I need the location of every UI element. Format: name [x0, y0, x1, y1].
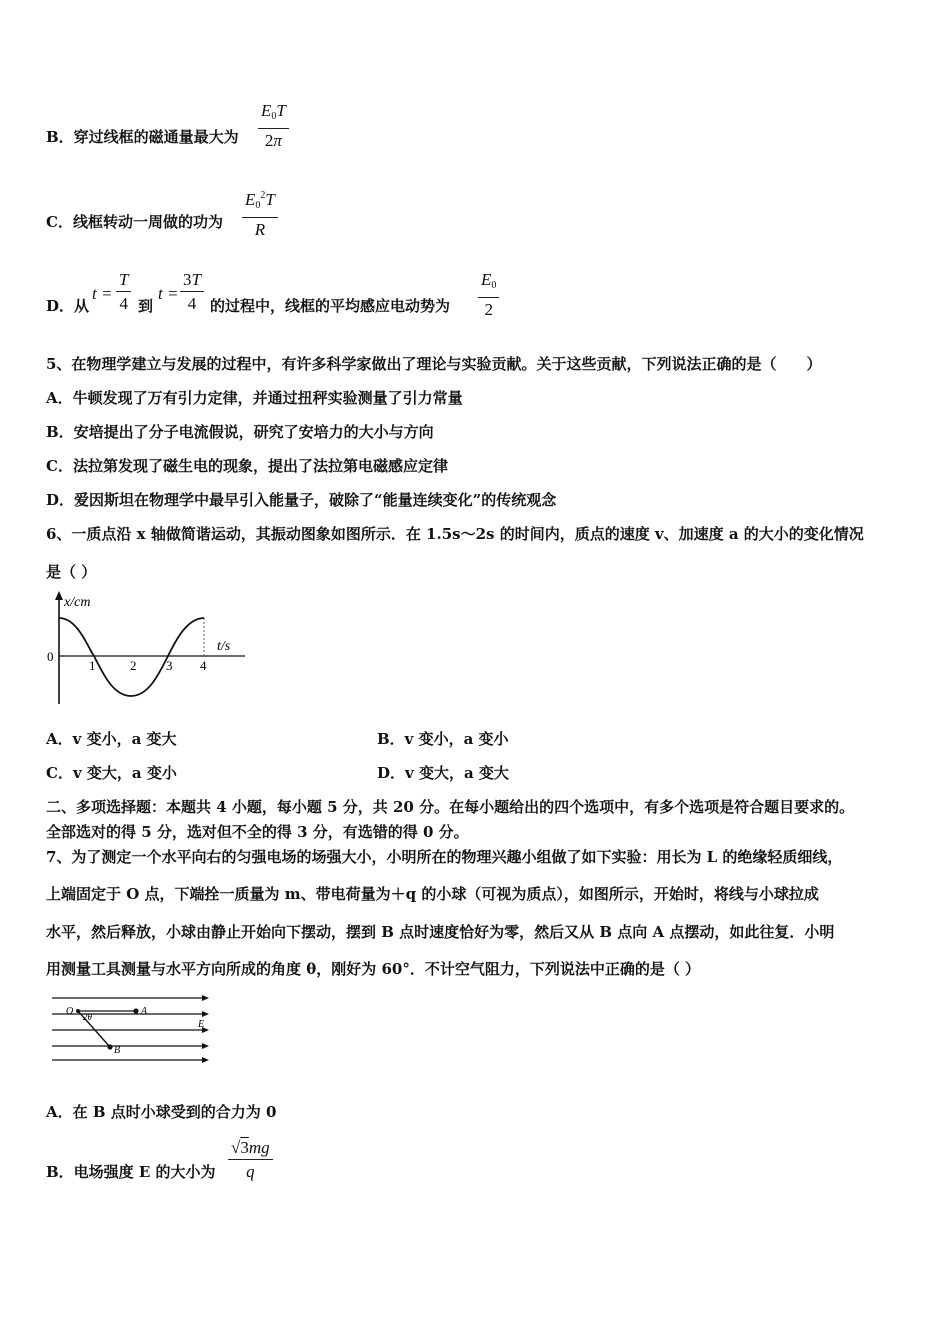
q7-stem-line1: 7、为了测定一个水平向右的匀强电场的场强大小，小明所在的物理兴趣小组做了如下实验：用长为 L 的绝缘轻质细线，: [46, 848, 843, 866]
q4-option-d-frac-start: $\frac{T}{4}$: [116, 270, 131, 315]
q6-graph-y-arrow: [55, 591, 63, 600]
q5-option-c: C．法拉第发现了磁生电的现象，提出了法拉第电磁感应定律: [46, 457, 448, 475]
q7-field-lines: [52, 998, 206, 1060]
q6-option-c: C．v 变大，a 变小: [46, 764, 177, 782]
q6-vibration-graph: [40, 588, 250, 710]
q6-graph-origin: 0: [47, 649, 54, 664]
q6-graph-x-label: t/s: [217, 639, 231, 654]
q7-electric-field-figure: [46, 990, 216, 1064]
q7-label-e: E: [198, 1019, 205, 1030]
section2-heading-line1: 二、多项选择题：本题共 4 小题，每小题 5 分，共 20 分。在每小题给出的四个选项中，有多个选项是符合题目要求的。: [46, 798, 855, 816]
q7-ball-a: [133, 1008, 138, 1013]
q6-stem-line1: 6、一质点沿 x 轴做简谐运动，其振动图象如图所示．在 1.5s～2s 的时间内，质点的速度 v、加速度 a 的大小的变化情况: [46, 525, 864, 543]
q7-point-o: [76, 1009, 80, 1013]
q4-option-d-formula: $\frac{E_0}{2}$: [478, 270, 499, 321]
q6-option-a: A．v 变小，a 变大: [46, 730, 177, 748]
q5-option-b: B．安培提出了分子电流假说，研究了安培力的大小与方向: [46, 423, 434, 441]
q4-option-d-t-end: t =: [158, 284, 179, 303]
q7-option-b-label: B．电场强度 E 的大小为: [46, 1163, 216, 1181]
q7-stem-line3: 水平，然后释放，小球由静止开始向下摆动，摆到 B 点时速度恰好为零，然后又从 B 点向 A 点摆动，如此往复．小明: [46, 923, 835, 941]
q6-option-d: D．v 变大，a 变大: [377, 764, 509, 782]
q7-stem-line4: 用测量工具测量与水平方向所成的角度 θ，刚好为 60°．不计空气阻力，下列说法中正确的是（ ）: [46, 960, 701, 978]
q7-option-a: A．在 B 点时小球受到的合力为 0: [46, 1103, 277, 1121]
q7-label-a: A: [141, 1006, 148, 1017]
q4-option-c-label: C．线框转动一周做的功为: [46, 213, 223, 231]
q5-option-d: D．爱因斯坦在物理学中最早引入能量子，破除了“能量连续变化”的传统观念: [46, 491, 557, 509]
q6-graph-curve: [59, 618, 204, 696]
q7-stem-line2: 上端固定于 O 点，下端拴一质量为 m、带电荷量为＋q 的小球（可视为质点），如图所示，开始时，将线与小球拉成: [46, 885, 819, 903]
q4-option-d-middle: 到: [138, 297, 154, 315]
q4-option-d-prefix: D．从: [46, 297, 90, 315]
q4-option-c-formula: $\frac{E_0^2T}{R}$: [242, 186, 278, 241]
q6-graph-tick-1: 1: [89, 658, 96, 673]
q6-graph-tick-4: 4: [200, 658, 207, 673]
q5-stem: 5、在物理学建立与发展的过程中，有许多科学家做出了理论与实验贡献。关于这些贡献，下列说法正确的是（ ）: [46, 355, 822, 373]
q7-label-o: O: [66, 1006, 74, 1017]
q7-label-b: B: [114, 1045, 121, 1056]
q6-stem-line2: 是（ ）: [46, 563, 97, 581]
q4-option-d-frac-end: $\frac{3T}{4}$: [180, 270, 204, 315]
q6-graph-tick-2: 2: [130, 658, 137, 673]
q7-ball-b: [107, 1044, 112, 1049]
section2-heading-line2: 全部选对的得 5 分，选对但不全的得 3 分，有选错的得 0 分。: [46, 823, 469, 841]
q6-graph-tick-3: 3: [166, 658, 173, 673]
q7-option-b-formula: $\frac{√3mg}{q}$: [228, 1138, 273, 1183]
q4-option-b-formula: $\frac{E_0T}{2\pi}$: [258, 101, 289, 152]
q4-option-b-label: B．穿过线框的磁通量最大为: [46, 128, 239, 146]
q4-option-d-t-start: t =: [92, 284, 113, 303]
q6-graph-y-label: x/cm: [64, 595, 91, 610]
q5-option-a: A．牛顿发现了万有引力定律，并通过扭秤实验测量了引力常量: [46, 389, 463, 407]
q7-label-theta: 2θ: [83, 1012, 92, 1022]
q4-option-d-suffix: 的过程中，线框的平均感应电动势为: [210, 297, 451, 315]
q6-option-b: B．v 变小，a 变小: [377, 730, 509, 748]
